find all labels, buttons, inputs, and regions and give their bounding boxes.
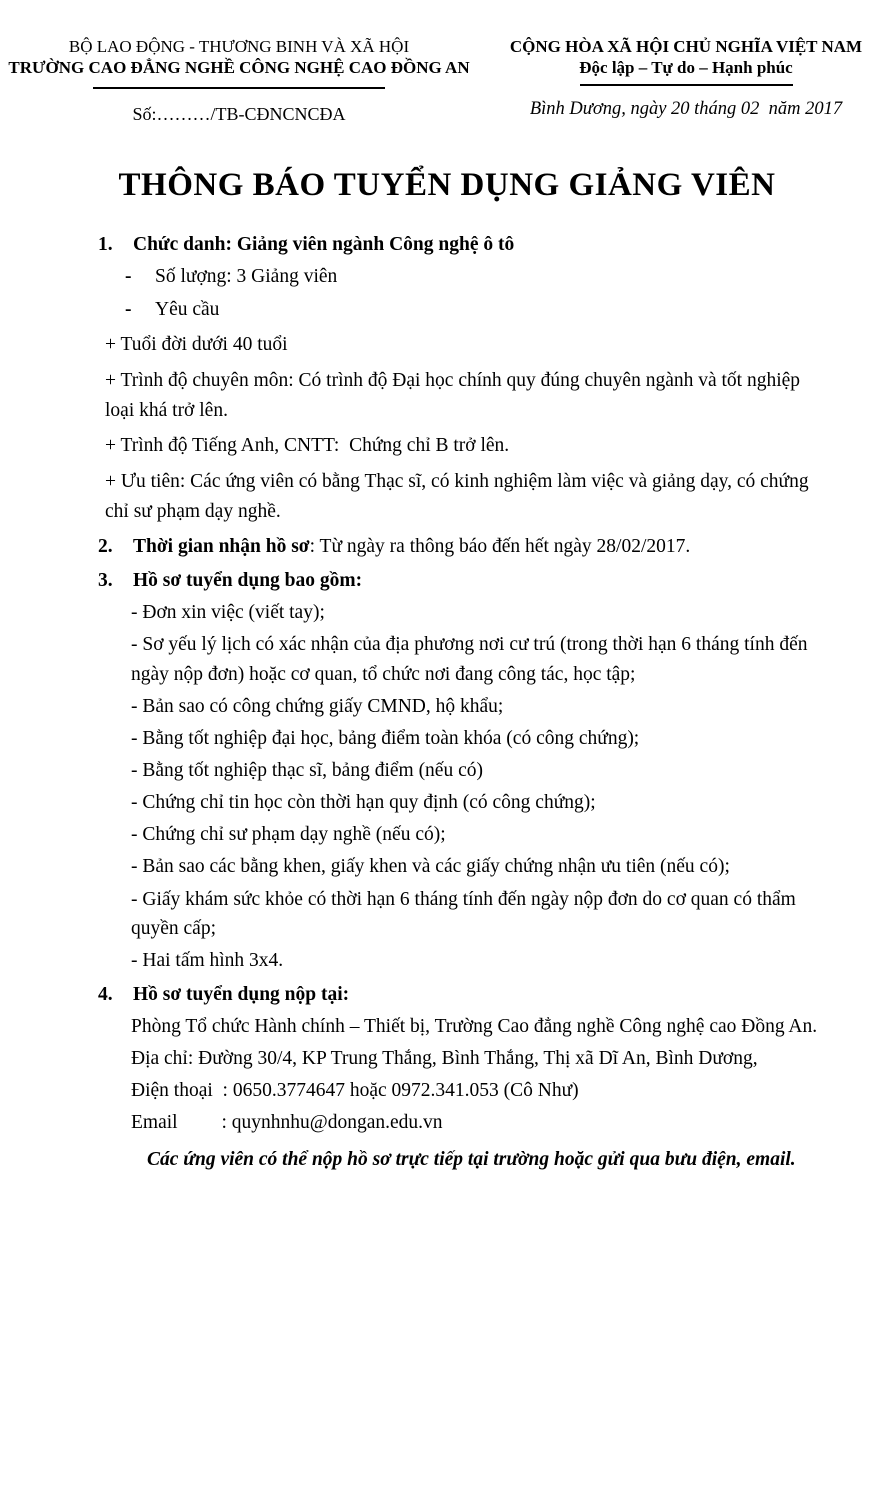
section-4-text: Hồ sơ tuyển dụng nộp tại: bbox=[133, 983, 350, 1005]
section-2-heading bbox=[0, 532, 854, 562]
document-item: - Chứng chỉ sư phạm dạy nghề (nếu có); bbox=[131, 824, 446, 846]
dash-bullet: - bbox=[125, 266, 132, 288]
document-item: - Bằng tốt nghiệp đại học, bảng điểm toàn khóa (có công chứng); bbox=[131, 727, 640, 749]
address-line: Địa chỉ: Đường 30/4, KP Trung Thắng, Bình Thắng, Thị xã Dĩ An, Bình Dương, bbox=[131, 1048, 758, 1070]
place-date-line: Bình Dương, ngày 20 tháng 02 năm 2017 bbox=[529, 98, 843, 119]
section-1-heading bbox=[0, 230, 854, 260]
dash-bullet: - bbox=[125, 298, 132, 320]
right-divider-line bbox=[580, 84, 793, 86]
list-item bbox=[0, 262, 854, 292]
list-item bbox=[0, 295, 854, 325]
document-item: - Hai tấm hình 3x4. bbox=[131, 950, 284, 972]
submit-office-line: Phòng Tổ chức Hành chính – Thiết bị, Trường Cao đẳng nghề Công nghệ cao Đồng An. bbox=[131, 1016, 818, 1037]
section-number: 2. bbox=[98, 536, 113, 558]
quantity-line: Số lượng: 3 Giảng viên bbox=[155, 266, 338, 288]
document-item: - Bản sao các bằng khen, giấy khen và các giấy chứng nhận ưu tiên (nếu có); bbox=[131, 856, 730, 878]
document-item: - Bản sao có công chứng giấy CMND, hộ khẩu; bbox=[131, 695, 504, 717]
school-name: TRƯỜNG CAO ĐẲNG NGHỀ CÔNG NGHỆ CAO ĐỒNG AN bbox=[8, 58, 470, 78]
country-name: CỘNG HÒA XÃ HỘI CHỦ NGHĨA VIỆT NAM bbox=[509, 37, 863, 56]
section-3-text: Hồ sơ tuyển dụng bao gồm: bbox=[133, 569, 363, 591]
document-item: - Sơ yếu lý lịch có xác nhận của địa phương nơi cư trú (trong thời hạn 6 tháng tính đến ngày nộp đơn) hoặc cơ quan, tổ chức nơi đang công tác, học tập; bbox=[131, 634, 813, 685]
document-body bbox=[0, 230, 894, 1175]
email-line: Email : quynhnhu@dongan.edu.vn bbox=[131, 1112, 443, 1134]
requirement-qualification: + Trình độ chuyên môn: Có trình độ Đại học chính quy đúng chuyên ngành và tốt nghiệp loại khá trở lên. bbox=[105, 370, 805, 421]
requirement-english-it: + Trình độ Tiếng Anh, CNTT: Chứng chỉ B trở lên. bbox=[105, 435, 510, 457]
requirements-label: Yêu cầu bbox=[155, 298, 220, 320]
section-2-text bbox=[133, 532, 854, 562]
section-2-rest: : Từ ngày ra thông báo đến hết ngày 28/02/2017. bbox=[309, 536, 691, 558]
closing-note: Các ứng viên có thể nộp hồ sơ trực tiếp tại trường hoặc gửi qua bưu điện, email. bbox=[147, 1149, 796, 1170]
document-item: - Giấy khám sức khỏe có thời hạn 6 tháng tính đến ngày nộp đơn do cơ quan có thẩm quyền cấp; bbox=[131, 888, 801, 940]
letterhead bbox=[0, 0, 894, 125]
section-number: 1. bbox=[98, 233, 113, 255]
section-number: 4. bbox=[98, 983, 113, 1005]
section-number: 3. bbox=[98, 569, 113, 591]
section-1-text: Chức danh: Giảng viên ngành Công nghệ ô tô bbox=[133, 233, 515, 255]
document-item: - Đơn xin việc (viết tay); bbox=[131, 601, 325, 623]
requirement-priority: + Ưu tiên: Các ứng viên có bằng Thạc sĩ, có kinh nghiệm làm việc và giảng dạy, có chứng chỉ sư phạm dạy nghề. bbox=[105, 470, 814, 522]
section-2-bold: Thời gian nhận hồ sơ bbox=[133, 536, 310, 558]
phone-line: Điện thoại : 0650.3774647 hoặc 0972.341.053 (Cô Như) bbox=[131, 1080, 579, 1102]
section-3-heading bbox=[0, 566, 854, 596]
section-4-heading bbox=[0, 980, 854, 1010]
document-title: THÔNG BÁO TUYỂN DỤNG GIẢNG VIÊN bbox=[118, 166, 776, 203]
issuing-agency-block bbox=[0, 36, 478, 125]
document-number: Số:………/TB-CĐNCNCĐA bbox=[132, 103, 346, 124]
motto: Độc lập – Tự do – Hạnh phúc bbox=[579, 58, 793, 78]
ministry-name: BỘ LAO ĐỘNG - THƯƠNG BINH VÀ XÃ HỘI bbox=[68, 37, 410, 56]
document-item: - Chứng chỉ tin học còn thời hạn quy định (có công chứng); bbox=[131, 792, 596, 814]
left-divider-line bbox=[93, 87, 385, 89]
document-item: - Bằng tốt nghiệp thạc sĩ, bảng điểm (nếu có) bbox=[131, 760, 483, 781]
national-motto-block bbox=[478, 36, 894, 125]
requirement-age: + Tuổi đời dưới 40 tuổi bbox=[105, 334, 288, 356]
